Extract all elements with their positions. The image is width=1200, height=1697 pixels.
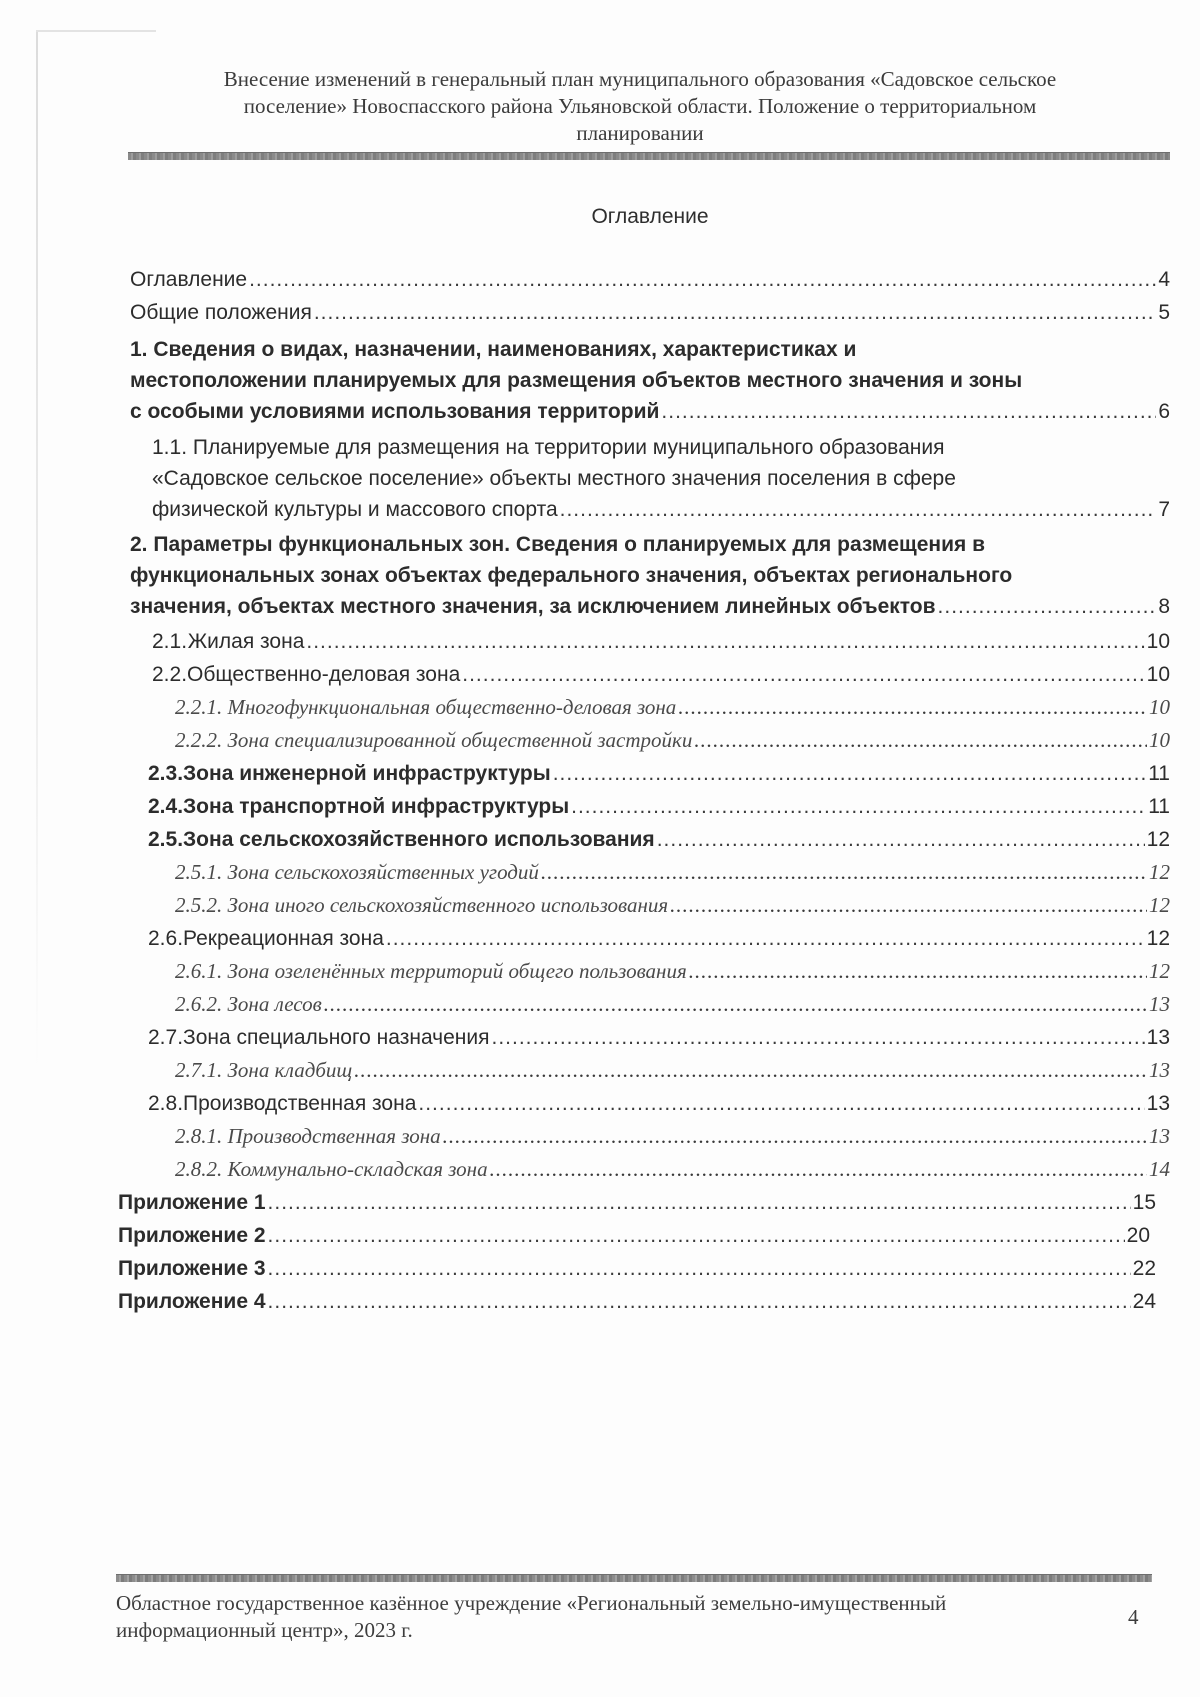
toc-page-number: 11 [1148,795,1170,818]
toc-entry[interactable] [175,956,1170,987]
toc-entry-title: значения, объектах местного значения, за исключением линейных объектов [130,595,936,618]
toc-page-number: 14 [1149,1157,1170,1181]
leader-dots [491,1022,1144,1053]
toc-title: Оглавление [591,205,709,228]
toc-entry-title: Производственная зона [183,1092,417,1115]
leader-dots [268,1187,1131,1218]
toc-entry[interactable] [175,692,1170,723]
toc-entry[interactable] [118,1286,1156,1317]
document-header [130,66,1150,147]
footer-line-2: информационный центр», 2023 г. [116,1618,413,1642]
leader-dots [490,1154,1147,1185]
leader-dots [386,923,1145,954]
toc-page-number: 20 [1126,1224,1150,1247]
header-line-1: Внесение изменений в генеральный план муниципального образования «Садовское сельское [223,67,1057,91]
header-divider [128,152,1170,160]
toc-entry-number: 2.3. [148,762,184,785]
toc-entry[interactable] [175,725,1170,756]
toc-entry-title: Приложение 2 [118,1224,266,1247]
toc-entry-title: Общественно-деловая зона [187,663,461,686]
toc-page-number: 12 [1146,927,1170,950]
toc-page-number: 12 [1149,860,1170,884]
toc-entry[interactable] [148,1088,1170,1119]
toc-page-number: 13 [1146,1092,1170,1115]
toc-entry[interactable] [130,264,1170,295]
toc-page-number: 13 [1149,1124,1170,1148]
scan-edge-top [36,30,156,32]
toc-entry-title: Приложение 4 [118,1290,266,1313]
toc-entry[interactable] [130,529,1170,622]
toc-entry[interactable] [152,626,1170,657]
toc-page-number: 4 [1158,268,1170,291]
toc-page-number: 11 [1148,762,1170,785]
toc-entry-number: 2.8. [148,1092,184,1115]
toc-entry-number: 2.7. [148,1026,184,1049]
leader-dots [249,264,1156,295]
toc-page-number: 13 [1149,992,1170,1016]
footer-divider [116,1574,1152,1582]
toc-entry-title: Жилая зона [187,630,305,653]
toc-entry[interactable] [148,1022,1170,1053]
toc-entry-title: 2.2.2. Зона специализированной общественной застройки [175,728,693,752]
toc-entry-title: Оглавление [130,268,248,291]
toc-entry[interactable] [118,1187,1156,1218]
toc-entry-title: 2.5.1. Зона сельскохозяйственных угодий [175,860,539,884]
toc-entry-title: Зона сельскохозяйственного использования [183,828,655,851]
toc-entry-title: Общие положения [130,301,312,324]
toc-entry[interactable] [118,1253,1156,1284]
toc-page-number: 12 [1146,828,1170,851]
toc-page-number: 7 [1158,498,1170,521]
toc-entry-title: физической культуры и массового спорта [152,498,558,521]
toc-page-number: 22 [1132,1257,1156,1280]
toc-entry-title: Приложение 3 [118,1257,266,1280]
toc-entry[interactable] [175,989,1170,1020]
toc-entry-title: 2.7.1. Зона кладбищ [175,1058,353,1082]
leader-dots [694,725,1147,756]
toc-page-number: 24 [1132,1290,1156,1313]
toc-entry-title: местоположении планируемых для размещения объектов местного значения и зоны [130,369,1023,392]
toc-entry[interactable] [148,758,1170,789]
leader-dots [324,989,1147,1020]
leader-dots [314,297,1156,328]
toc-entry[interactable] [175,1121,1170,1152]
toc-entry[interactable] [175,1055,1170,1086]
leader-dots [268,1220,1125,1251]
leader-dots [678,692,1147,723]
toc-page-number: 12 [1149,959,1170,983]
toc-entry-number: 2.4. [148,795,184,818]
leader-dots [268,1286,1131,1317]
toc-page-number: 5 [1158,301,1170,324]
leader-dots [938,591,1157,622]
leader-dots [689,956,1147,987]
toc-entry-title: Приложение 1 [118,1191,266,1214]
toc-page-number: 6 [1158,400,1170,423]
scan-edge [36,30,38,1070]
footer-line-1: Областное государственное казённое учреждение «Региональный земельно-имущественный [116,1591,947,1615]
header-line-2: поселение» Новоспасского района Ульяновской области. Положение о территориальном [243,94,1037,118]
toc-page-number: 8 [1158,595,1170,618]
toc-page-number: 10 [1146,630,1170,653]
toc-page-number: 13 [1146,1026,1170,1049]
toc-entry-title: «Садовское сельское поселение» объекты местного значения поселения в сфере [152,467,956,490]
leader-dots [661,396,1156,427]
toc-entry[interactable] [130,334,1170,427]
toc-entry-title: 2. Параметры функциональных зон. Сведения о планируемых для размещения в [130,533,986,556]
toc-entry-title: функциональных зонах объектах федерального значения, объектах регионального [130,564,1013,587]
toc-page-number: 15 [1132,1191,1156,1214]
toc-entry-title: Зона транспортной инфраструктуры [183,795,570,818]
toc-entry-number: 2.1. [152,630,188,653]
toc-page-number: 10 [1149,695,1170,719]
leader-dots [541,857,1147,888]
toc-entry[interactable] [148,791,1170,822]
toc-entry-title: 2.8.2. Коммунально-складская зона [175,1157,488,1181]
toc-entry[interactable] [175,1154,1170,1185]
toc-page-number: 12 [1149,893,1170,917]
toc-entry[interactable] [118,1220,1150,1251]
leader-dots [670,890,1147,921]
toc-entry-number: 2.6. [148,927,184,950]
leader-dots [553,758,1146,789]
toc-entry-title: Зона инженерной инфраструктуры [183,762,551,785]
toc-entry-number: 2.2. [152,663,188,686]
toc-page-number: 13 [1149,1058,1170,1082]
leader-dots [443,1121,1147,1152]
toc-entry-title: 2.8.1. Производственная зона [175,1124,441,1148]
toc-entry-number: 2.5. [148,828,184,851]
toc-entry-title: 1. Сведения о видах, назначении, наименованиях, характеристиках и [130,338,857,361]
leader-dots [418,1088,1144,1119]
toc-entry-title: 1.1. Планируемые для размещения на территории муниципального образования [152,436,945,459]
toc-entry[interactable] [130,297,1170,328]
toc-entry-title: 2.5.2. Зона иного сельскохозяйственного использования [175,893,669,917]
toc-entry[interactable] [175,857,1170,888]
leader-dots [657,824,1145,855]
toc-entry[interactable] [175,890,1170,921]
toc-entry-title: Рекреационная зона [183,927,384,950]
toc-entry-title: 2.2.1. Многофункциональная общественно-деловая зона [175,695,677,719]
toc-page-number: 10 [1149,728,1170,752]
leader-dots [560,494,1157,525]
toc-entry[interactable] [152,432,1170,525]
leader-dots [268,1253,1131,1284]
page-number: 4 [1128,1605,1139,1629]
toc-entry-title: 2.6.2. Зона лесов [175,992,322,1016]
toc-entry-title: 2.6.1. Зона озеленённых территорий общего пользования [175,959,687,983]
document-footer [116,1590,1096,1644]
leader-dots [571,791,1146,822]
leader-dots [462,659,1144,690]
toc-entry[interactable] [148,824,1170,855]
toc-page-number: 10 [1146,663,1170,686]
toc-entry[interactable] [152,659,1170,690]
toc-entry[interactable] [148,923,1170,954]
header-line-3: планировании [576,121,704,145]
toc-entry-title: Зона специального назначения [183,1026,490,1049]
leader-dots [306,626,1144,657]
toc-entry-title: с особыми условиями использования территорий [130,400,660,423]
leader-dots [354,1055,1147,1086]
